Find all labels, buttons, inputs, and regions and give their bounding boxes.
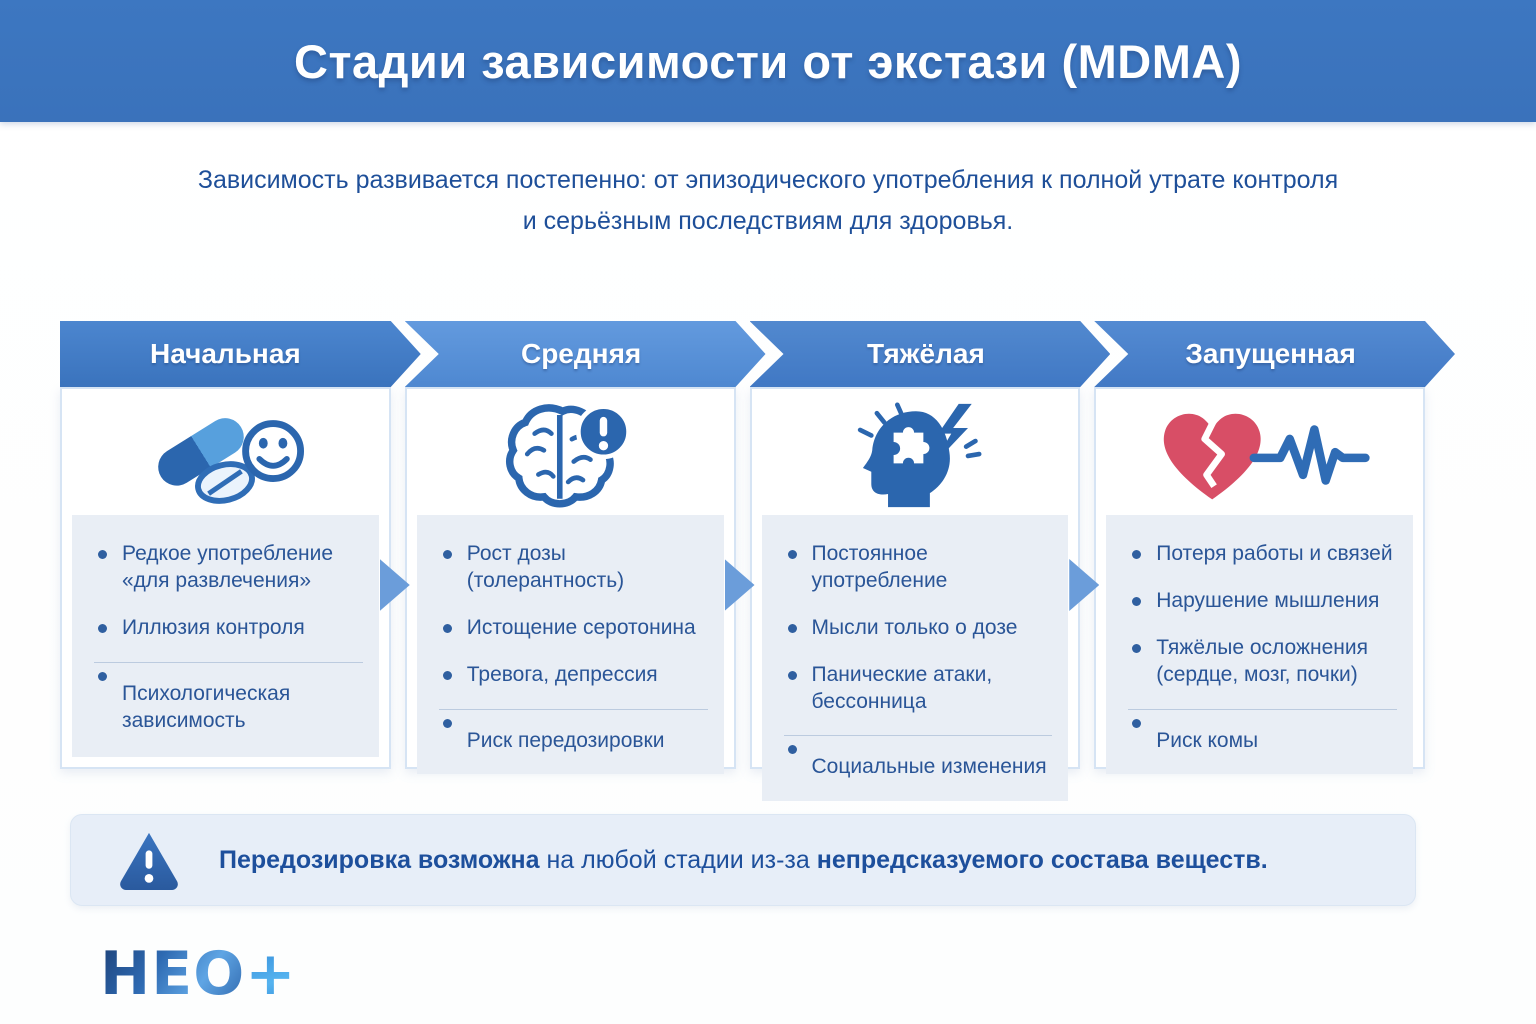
warning-text: [219, 846, 1268, 875]
stage-header-chevron: [1094, 321, 1425, 387]
stage-bullet-list: [784, 541, 1053, 781]
intro-section: [0, 160, 1536, 241]
warning-text-regular: на любой стадии из-за: [539, 845, 817, 874]
stage-label: Начальная: [150, 338, 301, 369]
list-item: Риск передозировки: [439, 709, 708, 755]
list-item: Риск комы: [1128, 709, 1397, 755]
flow-arrow-icon: [1069, 559, 1099, 611]
stage-label: Тяжёлая: [866, 338, 985, 369]
page-title: Стадии зависимости от экстази (MDMA): [294, 34, 1242, 88]
list-item: Тревога, депрессия: [439, 662, 708, 689]
list-item: Редкое употребление «для развлечения»: [94, 541, 363, 595]
stage-bullet-list: [1128, 541, 1397, 754]
stage-icon-zone: [752, 389, 1079, 513]
list-item: Иллюзия контроля: [94, 615, 363, 642]
neo-plus-logo: [100, 939, 297, 1009]
stage-panel: [405, 387, 736, 769]
stage-icon-zone: [1096, 389, 1423, 513]
header-banner: [0, 0, 1536, 122]
stage-panel: [60, 387, 391, 769]
flow-arrow-icon: [725, 559, 755, 611]
head-puzzle-lightning-icon: [842, 402, 988, 508]
logo-text: НЕО: [100, 939, 246, 1009]
stage-card: [417, 515, 724, 774]
stage-column-initial: [60, 321, 391, 769]
stage-header-chevron: [405, 321, 736, 387]
stage-icon-zone: [62, 389, 389, 513]
warning-banner: [70, 814, 1416, 906]
list-item: Рост дозы (толерантность): [439, 541, 708, 595]
broken-heart-ekg-icon: [1147, 403, 1372, 507]
stage-label: Средняя: [520, 338, 642, 369]
warning-triangle-icon: [117, 830, 181, 890]
pills-smiley-icon: [141, 402, 309, 508]
stage-column-severe: [750, 321, 1081, 779]
flow-arrow-icon: [380, 559, 410, 611]
list-item: Нарушение мышления: [1128, 588, 1397, 615]
list-item: Психологическая зависимость: [94, 662, 363, 735]
list-item: Потеря работы и связей: [1128, 541, 1397, 568]
list-item: Тяжёлые осложнения (сердце, мозг, почки): [1128, 635, 1397, 689]
stage-card: [72, 515, 379, 757]
stage-panel: [1094, 387, 1425, 769]
logo-plus-icon: +: [245, 939, 297, 1009]
stage-header-chevron: [60, 321, 391, 387]
intro-text: Зависимость развивается постепенно: от эпизодического употребления к полной утрате контроля и серьёзным последствиям для здоровья.: [197, 166, 1339, 235]
stage-bullet-list: [94, 541, 363, 734]
stage-panel: [750, 387, 1081, 779]
stage-card: [762, 515, 1069, 801]
stage-icon-zone: [407, 389, 734, 513]
stage-column-middle: [405, 321, 736, 769]
stage-bullet-list: [439, 541, 708, 754]
stages-grid: [60, 321, 1425, 779]
stage-column-advanced: [1094, 321, 1425, 769]
list-item: Социальные изменения: [784, 735, 1053, 781]
stage-header-chevron: [750, 321, 1081, 387]
stage-label: Запущенная: [1185, 338, 1356, 369]
list-item: Панические атаки, бессонница: [784, 662, 1053, 716]
list-item: Мысли только о дозе: [784, 615, 1053, 642]
list-item: Постоянное употребление: [784, 541, 1053, 595]
brain-alert-icon: [500, 402, 640, 508]
warning-text-bold: Передозировка возможна: [219, 845, 540, 874]
warning-text-bold: непредсказуемого состава веществ.: [816, 845, 1268, 874]
stage-card: [1106, 515, 1413, 774]
list-item: Истощение серотонина: [439, 615, 708, 642]
